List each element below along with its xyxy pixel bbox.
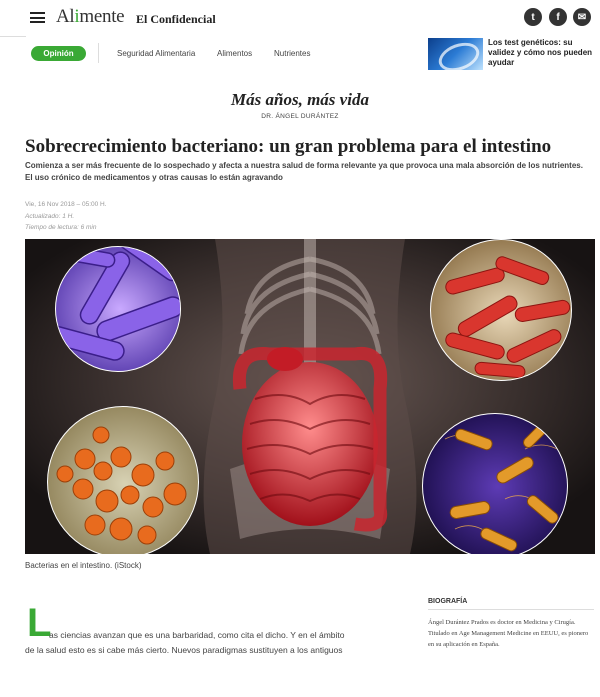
divider [0, 36, 26, 37]
article-hero-image [25, 239, 595, 554]
bio-heading: BIOGRAFÍA [428, 598, 468, 605]
nav-link-seguridad-alimentaria[interactable]: Seguridad Alimentaria [117, 49, 196, 58]
article-subhead: Comienza a ser más frecuente de lo sospechado y afecta a nuestra salud de forma relevante ya que provoca una mala absorción de los nutrientes. El uso crónico de medicamentos y otras causas lo están agravando [25, 161, 583, 182]
email-icon[interactable]: ✉ [573, 8, 591, 26]
reading-time: Tiempo de lectura: 6 min [25, 224, 97, 231]
facebook-icon[interactable]: f [549, 8, 567, 26]
partner-logo[interactable]: El Confidencial [136, 12, 216, 26]
drop-cap: L [27, 601, 52, 645]
section-title[interactable]: Más años, más vida [231, 90, 369, 109]
body-line-first: as ciencias avanzan que es una barbaridad, como cita el dicho. Y en el ámbito [49, 630, 345, 640]
article-headline: Sobrecrecimiento bacteriano: un gran problema para el intestino [25, 136, 552, 157]
nav-link-nutrientes[interactable]: Nutrientes [274, 49, 311, 58]
site-logo[interactable]: Alimente [56, 6, 125, 27]
image-caption: Bacterias en el intestino. (iStock) [25, 561, 142, 570]
nav-divider [98, 43, 99, 63]
body-line: de la salud esto es si cabe más cierto. Nuevos paradigmas sustituyen a los antiguos [25, 645, 343, 655]
nav-link-alimentos[interactable]: Alimentos [217, 49, 253, 58]
updated-time: Actualizado: 1 H. [25, 213, 75, 220]
bio-divider [428, 609, 594, 610]
hamburger-menu-icon[interactable] [30, 12, 45, 23]
publish-date: Vie, 16 Nov 2018 – 05:00 H. [25, 201, 107, 208]
twitter-icon[interactable]: t [524, 8, 542, 26]
author-byline[interactable]: DR. ÁNGEL DURÁNTEZ [261, 113, 339, 120]
promo-link[interactable]: Los test genéticos: su validez y cómo nos pueden ayudar [488, 38, 593, 67]
opinion-pill[interactable]: Opinión [31, 46, 86, 61]
article-body [25, 628, 400, 658]
bio-text: Ángel Durántez Prados es doctor en Medicina y Cirugía. Titulado en Age Management Medicine en EEUU, es pionero en su aplicación en España. [428, 619, 589, 648]
top-bar [0, 0, 600, 34]
promo-thumbnail[interactable] [428, 38, 483, 70]
